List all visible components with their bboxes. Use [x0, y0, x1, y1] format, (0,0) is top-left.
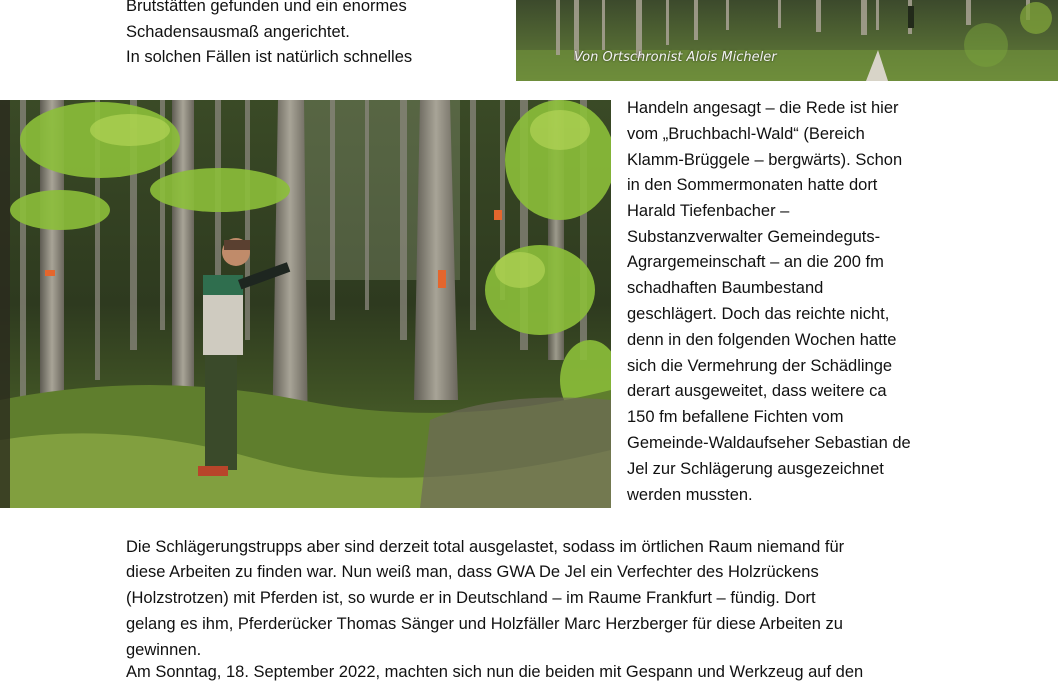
text-line: schadhaften Baumbestand [627, 279, 824, 297]
text-line: Gemeinde-Waldaufseher Sebastian de [627, 434, 911, 452]
text-line: diese Arbeiten zu finden war. Nun weiß man, dass GWA De Jel ein Verfechter des Holzrückens [126, 563, 819, 581]
text-line: (Holzstrotzen) mit Pferden ist, so wurde er in Deutschland – im Raume Frankfurt – fündig. Dort [126, 589, 816, 607]
text-line: gewinnen. [126, 641, 202, 659]
text-line: Brutstätten gefunden und ein enormes [126, 0, 407, 15]
text-line: sich die Vermehrung der Schädlinge [627, 357, 893, 375]
text-line: vom „Bruchbachl-Wald“ (Bereich [627, 125, 865, 143]
forest-photo-main [0, 100, 611, 508]
text-line: gelang es ihm, Pferderücker Thomas Sänger und Holzfäller Marc Herzberger für diese Arbeiten zu [126, 615, 843, 633]
text-line: 150 fm befallene Fichten vom [627, 408, 844, 426]
text-line: Handeln angesagt – die Rede ist hier [627, 99, 899, 117]
text-line: Klamm-Brüggele – bergwärts). Schon [627, 151, 903, 169]
text-line: In solchen Fällen ist natürlich schnelles [126, 48, 413, 66]
text-line: Am Sonntag, 18. September 2022, machten sich nun die beiden mit Gespann und Werkzeug auf den [126, 663, 864, 681]
text-line: geschlägert. Doch das reichte nicht, [627, 305, 890, 323]
text-line: Substanzverwalter Gemeindeguts- [627, 228, 881, 246]
text-line: denn in den folgenden Wochen hatte [627, 331, 897, 349]
photo-caption: Von Ortschronist Alois Micheler [574, 50, 777, 65]
text-line: Harald Tiefenbacher – [627, 202, 790, 220]
text-line: derart ausgeweitet, dass weitere ca [627, 382, 887, 400]
text-line: in den Sommermonaten hatte dort [627, 176, 878, 194]
forest-photo-top [516, 0, 1058, 81]
text-line: Jel zur Schlägerung ausgezeichnet [627, 460, 884, 478]
text-line: Die Schlägerungstrupps aber sind derzeit total ausgelastet, sodass im örtlichen Raum niemand für [126, 538, 845, 556]
text-line: Agrargemeinschaft – an die 200 fm [627, 253, 884, 271]
text-line: werden mussten. [627, 486, 753, 504]
text-line: Schadensausmaß angerichtet. [126, 23, 350, 41]
